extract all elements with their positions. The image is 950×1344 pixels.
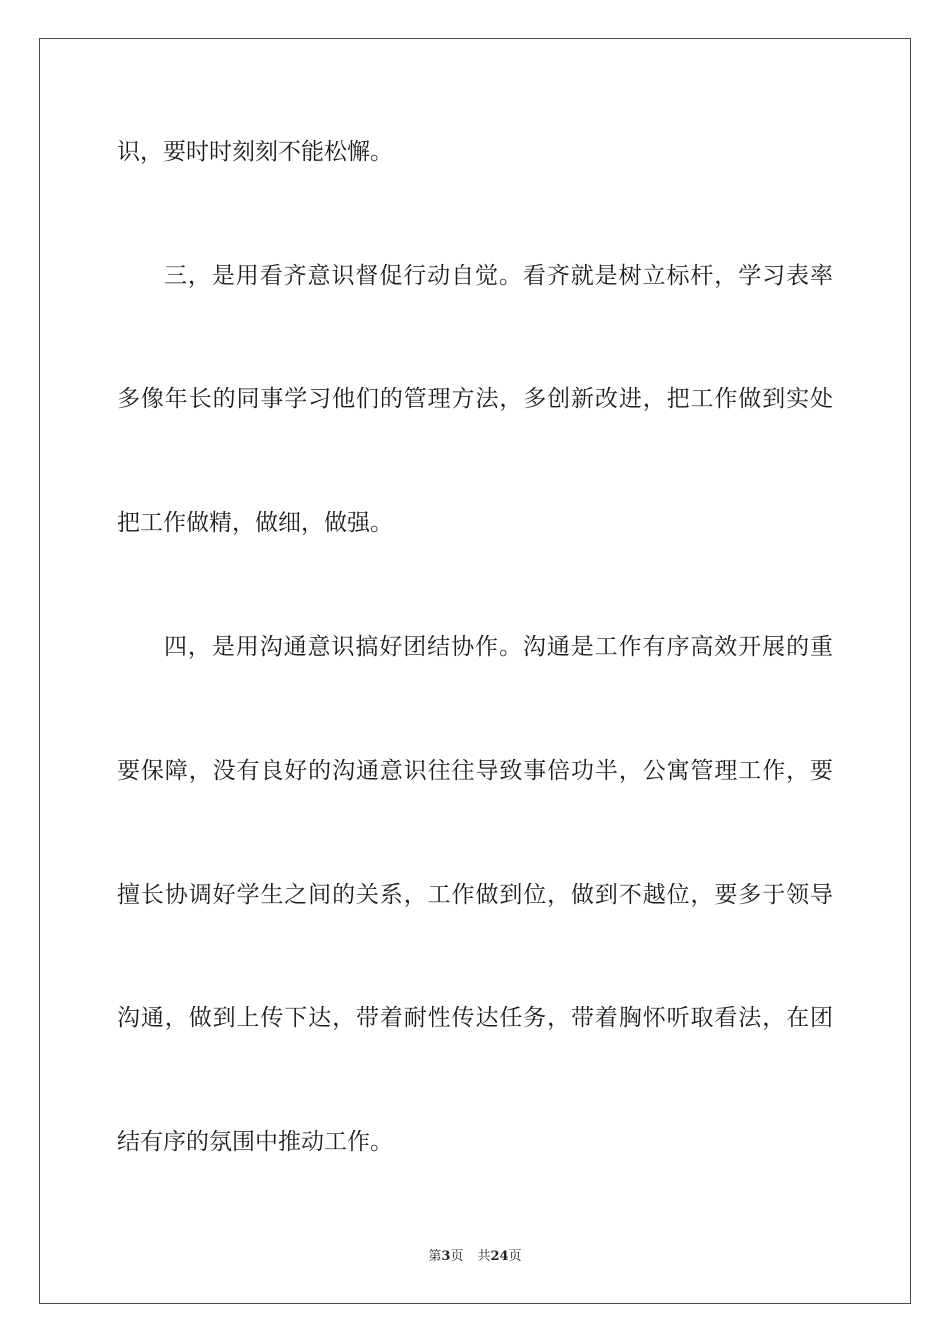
total-pages: 24 xyxy=(490,1249,509,1264)
body-text-line: 沟通，做到上传下达，带着耐性传达任务，带着胸怀听取看法，在团 xyxy=(117,1005,833,1031)
page-prefix: 第 xyxy=(428,1249,442,1264)
body-text-line: 把工作做精，做细，做强。 xyxy=(117,510,393,536)
total-suffix: 页 xyxy=(508,1249,522,1264)
paragraph-four-first-line: 四，是用沟通意识搞好团结协作。沟通是工作有序高效开展的重 xyxy=(164,634,833,660)
body-text-line: 多像年长的同事学习他们的管理方法，多创新改进，把工作做到实处 xyxy=(117,386,833,412)
paragraph-three-first-line: 三，是用看齐意识督促行动自觉。看齐就是树立标杆，学习表率 xyxy=(164,263,833,289)
page-border xyxy=(39,38,911,1304)
total-prefix: 共 xyxy=(477,1249,491,1264)
page-suffix: 页 xyxy=(450,1249,464,1264)
body-text-line: 结有序的氛围中推动工作。 xyxy=(117,1129,393,1155)
page-footer xyxy=(0,1248,950,1266)
page-number: 3 xyxy=(441,1249,451,1264)
body-text-line: 识，要时时刻刻不能松懈。 xyxy=(117,139,393,165)
body-text-line: 擅长协调好学生之间的关系，工作做到位，做到不越位，要多于领导 xyxy=(117,882,833,908)
body-text-line: 要保障，没有良好的沟通意识往往导致事倍功半，公寓管理工作，要 xyxy=(117,758,833,784)
